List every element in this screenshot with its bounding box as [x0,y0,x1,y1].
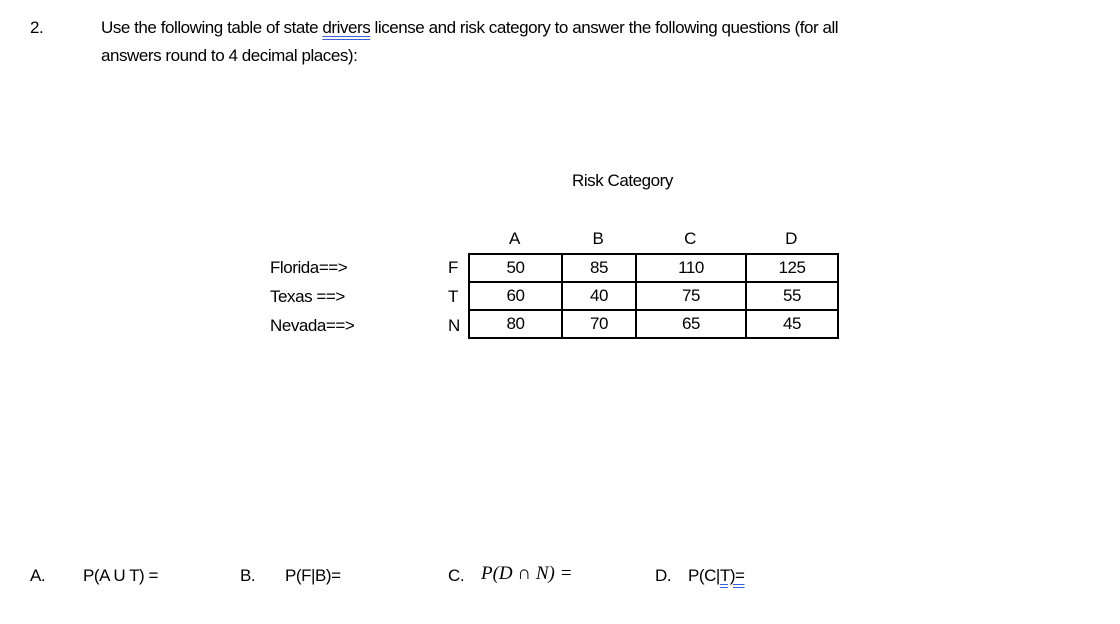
table-cell: 55 [746,282,838,310]
table-cell: 45 [746,310,838,338]
table-cell: 75 [636,282,746,310]
table-cell: 50 [469,254,562,282]
table-row [469,282,838,310]
column-header-d: D [785,229,797,248]
row-code-t: T [448,287,458,306]
table-cell: 60 [469,282,562,310]
part-d-expression [688,566,745,586]
part-b-expression: P(F|B)= [285,566,341,585]
column-header-b: B [592,229,604,248]
table-cell: 80 [469,310,562,338]
table-cell: 125 [746,254,838,282]
table-cell: 40 [562,282,636,310]
table-cell: 70 [562,310,636,338]
spellcheck-word: T)= [719,566,745,585]
question-text-line1 [101,18,838,38]
part-d-letter: D. [655,566,672,585]
row-code-f: F [448,258,458,277]
question-number: 2. [30,18,44,37]
row-label-florida: Florida==> [270,258,348,277]
part-a-expression: P(A U T) = [83,566,159,585]
risk-table [468,253,839,339]
row-code-n: N [448,316,460,335]
table-title: Risk Category [572,171,673,190]
question-text-part: Use the following table of state [101,18,323,37]
column-header-a: A [509,229,520,248]
row-label-nevada: Nevada==> [270,316,355,335]
part-b-letter: B. [240,566,256,585]
spellcheck-word: drivers [322,18,371,37]
question-text-line2: answers round to 4 decimal places): [101,46,358,65]
question-text-part: license and risk category to answer the following questions (for all [370,18,839,37]
part-c-expression: P(D ∩ N) = [481,563,573,584]
table-cell: 85 [562,254,636,282]
table-cell: 110 [636,254,746,282]
part-d-expression-start: P(C| [688,566,720,585]
column-header-c: C [684,229,696,248]
part-a-letter: A. [30,566,46,585]
table-row [469,310,838,338]
table-cell: 65 [636,310,746,338]
table-row [469,254,838,282]
part-c-letter: C. [448,566,465,585]
row-label-texas: Texas ==> [270,287,345,306]
